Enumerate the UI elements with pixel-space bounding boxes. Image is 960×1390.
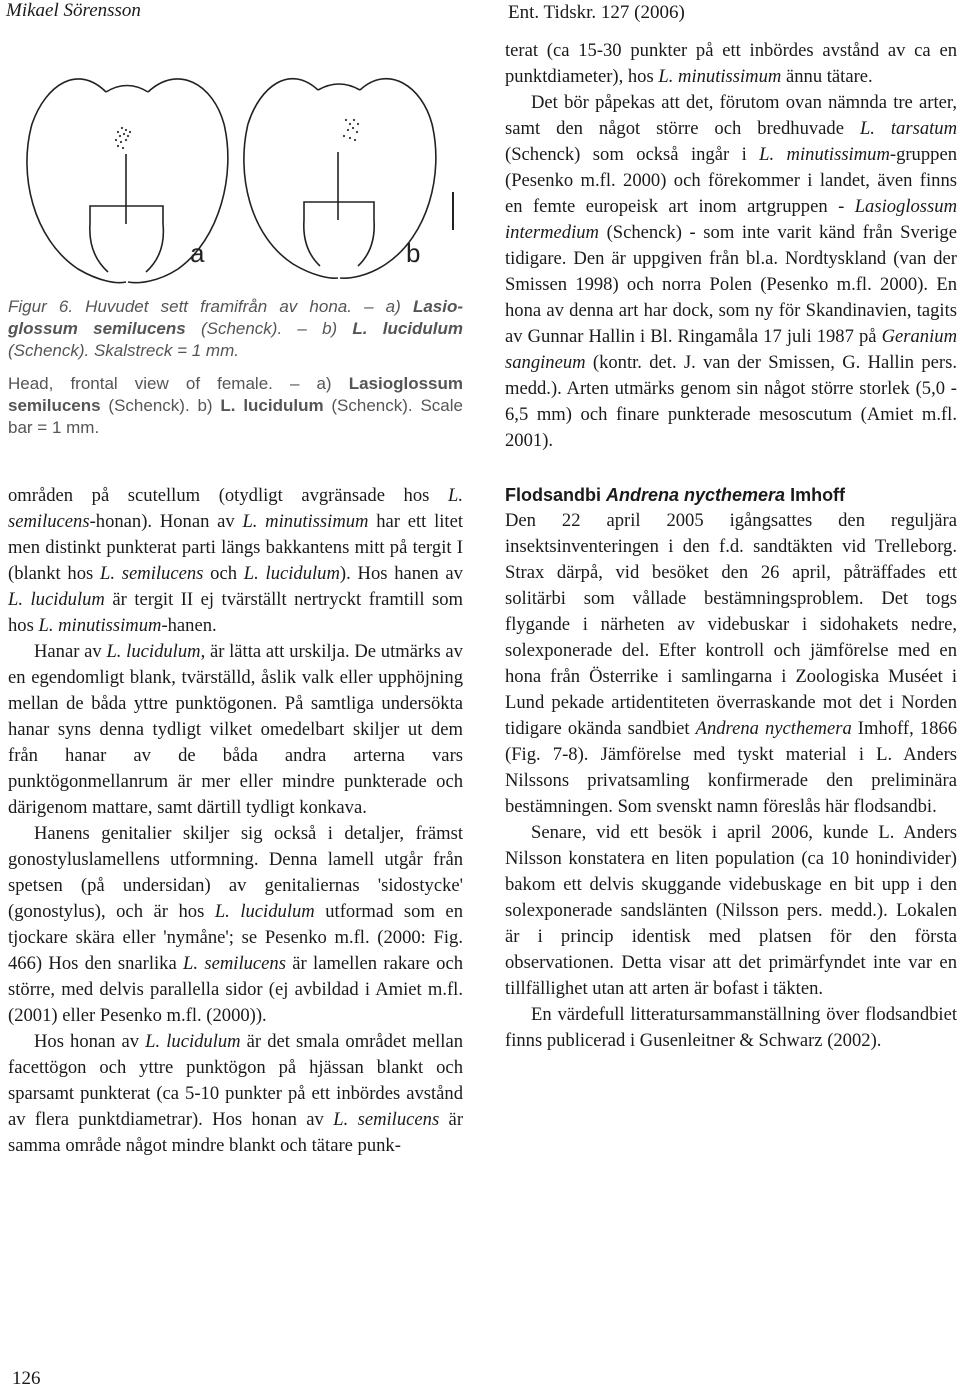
right-paragraph-2: Det bör påpekas att det, förutom ovan nämnda tre arter, samt den något större och bredhuvade L. tarsatum (Schenck) som också ingår i L. minutissimum-gruppen (Pesenko m.fl. 2000) och förekommer i landet, även finns en femte europeisk art inom artgruppen - Lasioglossum intermedium (Schenck) - som inte varit känd från Sverige tidigare. Den är uppgiven från bl.a. Nordtyskland (van der Smissen 1998) och norra Polen (Pesenko m.fl. 2000). En hona av denna art har dock, som ny för Skandinavien, tagits av Gunnar Hallin i Bl. Ringamåla 17 juli 1987 på Geranium sangineum (kontr. det. J. van der Smissen, G. Hallin pers. medd.). Arten utmärks genom sin något större storlek (5,0 - 6,5 mm) och finare punkterade mesoscutum (Amiet m.fl. 2001). — [505, 92, 958, 451]
figure-label-a: a — [190, 238, 205, 268]
left-paragraph-2: Hanar av L. lucidulum, är lätta att urskilja. De utmärks av en egendomligt blank, tvärställd, åslik valk eller upphöjning mellan de båda yttre punktögonen. På samtliga undersökta hanar syns denna tydligt vilket omedelbart skiljer ut dem från hanar av de båda andra arterna vars punktögonmellanrum är mer eller mindre punkterade och därigenom mattare, samt därtill tydligt konkava. — [8, 641, 463, 818]
left-paragraph-1: områden på scutellum (otydligt avgränsade hos L. semilucens-honan). Honan av L. minutissimum har ett litet men distinkt punkterat parti längs bakkantens mitt på tergit I (blankt hos L. semilucens och L. lucidulum). Hos hanen av L. lucidulum är tergit II ej tvärställt nertryckt framtill som hos L. minutissimum-hanen. — [8, 485, 463, 636]
left-column — [8, 483, 463, 1159]
running-header-author: Mikael Sörensson — [6, 0, 141, 21]
right-paragraph-1: terat (ca 15-30 punkter på ett inbördes avstånd av ca en punktdiameter), hos L. minutissimum ännu tätare. — [505, 40, 957, 87]
head-b-punctures — [343, 119, 359, 141]
figure-label-b: b — [406, 238, 421, 268]
figure-bee-heads — [8, 24, 463, 292]
right-column — [505, 38, 957, 1054]
head-a-punctures — [115, 127, 131, 149]
section-heading-flodsandbi: Flodsandbi Andrena nycthemera Imhoff — [505, 485, 846, 505]
right-paragraph-5: En värdefull litteratursammanställning över flodsandbiet finns publicerad i Gusenleitner & Schwarz (2002). — [505, 1004, 957, 1051]
right-paragraph-3: Den 22 april 2005 igångsattes den reguljära insektsinventeringen i den f.d. sandtäkten vid Trelleborg. Strax därpå, vid besöket den 26 april, påträffades ett solitärbi som vållade bestämningsproblem. Det togs flygande i närheten av videbuskar i sidohakets nedre, solexponerade del. Efter kontroll och jämförelse med en hona från Österrike i samlingarna i Zoologiska Muséet i Lund pekade artidentiteten överraskande mot det i Norden tidigare okända sandbiet Andrena nycthemera Imhoff, 1866 (Fig. 7-8). Jämförelse med tyskt material i L. Anders Nilssons privatsamling konfirmerade den preliminära bestämningen. Som svenskt namn föreslås här flodsandbi. — [505, 510, 957, 817]
figure-caption-english: Head, frontal view of female. – a) Lasioglossum semilucens (Schenck). b) L. lucidulum (Schenck). Scale bar = 1 mm. — [8, 374, 463, 437]
page-number: 126 — [12, 1368, 41, 1389]
figure-caption-swedish: Figur 6. Huvudet sett framifrån av hona. – a) Lasio-glossum semilucens (Schenck). – b) L. lucidulum (Schenck). Skalstreck = 1 mm. — [8, 297, 464, 360]
left-paragraph-4: Hos honan av L. lucidulum är det smala området mellan facettögon och yttre punktögon på hjässan blankt och sparsamt punkterat (ca 5-10 punkter på ett inbördes avstånd av flera punktdiametrar). Hos honan av L. semilucens är samma område något mindre blankt och tätare punk- — [8, 1031, 464, 1156]
running-header-journal: Ent. Tidskr. 127 (2006) — [508, 2, 685, 23]
right-paragraph-4: Senare, vid ett besök i april 2006, kunde L. Anders Nilsson konstatera en liten population (ca 10 honindivider) bakom ett delvis skuggande videbuskage en bit upp i den solexponerade sandslänten (Nilsson pers. medd.). Lokalen är i princip identisk med platsen för den första observationen. Detta visar att det primärfyndet inte var en tillfällighet utan att arten är bofast i täkten. — [505, 822, 957, 999]
left-paragraph-3: Hanens genitalier skiljer sig också i detaljer, främst gonostyluslamellens utformning. Denna lamell utgår från spetsen (på undersidan) av genitaliernas 'sidostycke' (gonostylus), och är hos L. lucidulum utformad som en tjockare skära eller 'nymåne'; se Pesenko m.fl. (2000: Fig. 466) Hos den snarlika L. semilucens är lamellen rakare och större, med delvis parallella sidor (ej avbildad i Amiet m.fl. (2001) eller Pesenko m.fl. (2000)). — [8, 823, 463, 1026]
